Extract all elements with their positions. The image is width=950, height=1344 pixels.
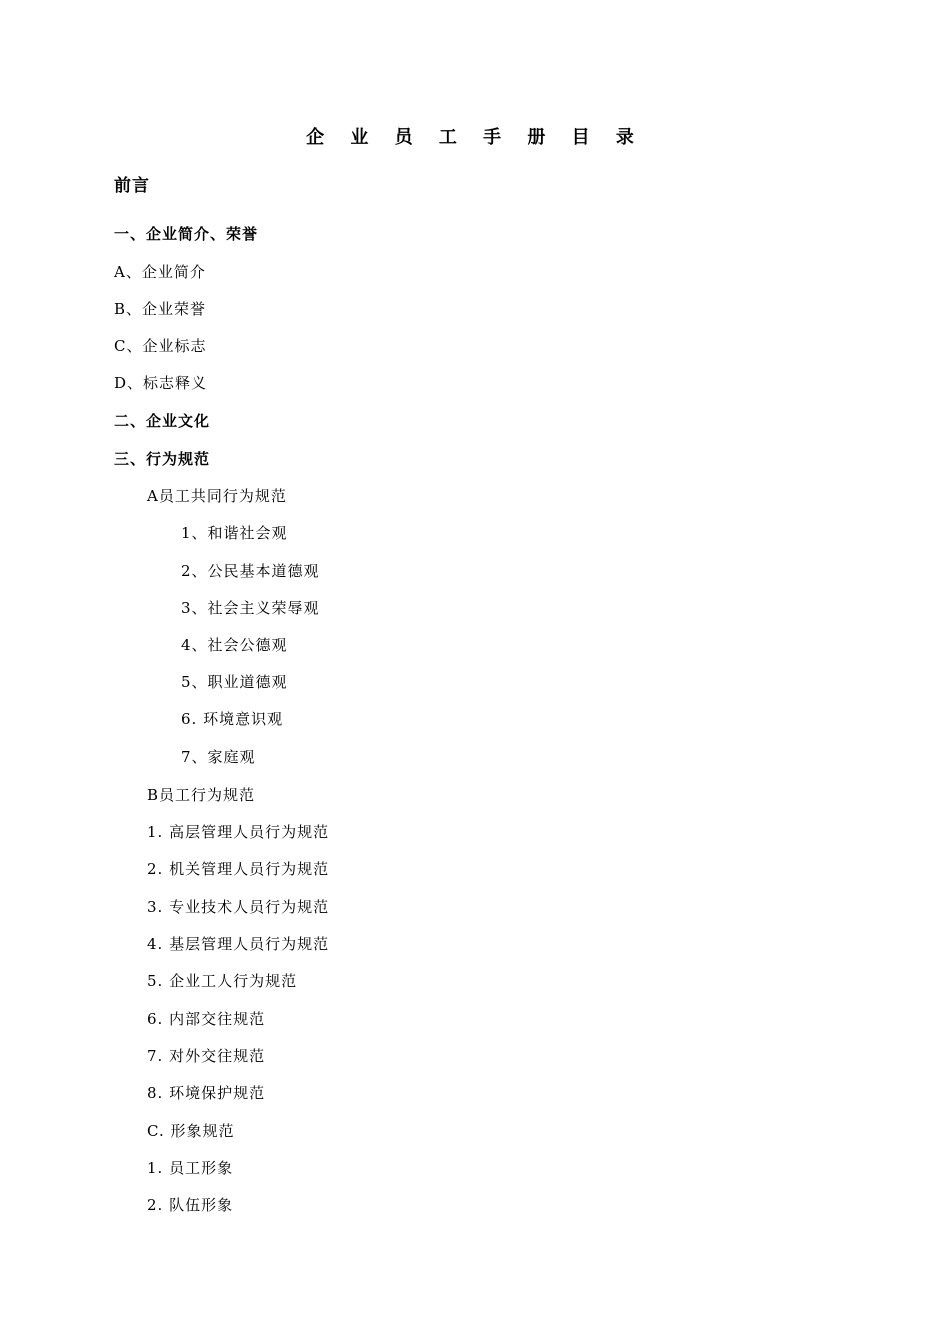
toc-entry: 3. 专业技术人员行为规范: [147, 898, 330, 916]
toc-entry: 2、公民基本道德观: [181, 562, 320, 580]
toc-entry: A员工共同行为规范: [147, 487, 287, 505]
toc-entry: 2. 机关管理人员行为规范: [147, 860, 330, 878]
toc-entry: 一、企业简介、荣誉: [114, 225, 259, 243]
toc-entry: C、企业标志: [114, 337, 207, 355]
toc-entry: C. 形象规范: [147, 1122, 235, 1140]
toc-entry: 4. 基层管理人员行为规范: [147, 935, 330, 953]
toc-entry: 前言: [114, 176, 150, 196]
toc-entry: 三、行为规范: [114, 450, 211, 468]
toc-entry: 1. 员工形象: [147, 1159, 234, 1177]
toc-entry: 二、企业文化: [114, 412, 211, 430]
toc-entry: 5、职业道德观: [181, 673, 288, 691]
toc-entry: 1、和谐社会观: [181, 524, 288, 542]
toc-entry: D、标志释义: [114, 374, 208, 392]
toc-entry: B员工行为规范: [147, 786, 256, 804]
toc-entry: 1. 高层管理人员行为规范: [147, 823, 330, 841]
toc-entry: A、企业简介: [114, 263, 206, 281]
document-title: 企 业 员 工 手 册 目 录: [306, 127, 644, 148]
toc-entry: 7. 对外交往规范: [147, 1047, 266, 1065]
toc-entry: B、企业荣誉: [114, 300, 207, 318]
toc-entry: 2. 队伍形象: [147, 1196, 234, 1214]
toc-entry: 7、家庭观: [181, 748, 256, 766]
toc-entry: 4、社会公德观: [181, 636, 288, 654]
toc-entry: 6. 环境意识观: [181, 710, 284, 728]
toc-entry: 8. 环境保护规范: [147, 1084, 266, 1102]
toc-entry: 3、社会主义荣辱观: [181, 599, 320, 617]
toc-entry: 6. 内部交往规范: [147, 1010, 266, 1028]
toc-entry: 5. 企业工人行为规范: [147, 972, 298, 990]
